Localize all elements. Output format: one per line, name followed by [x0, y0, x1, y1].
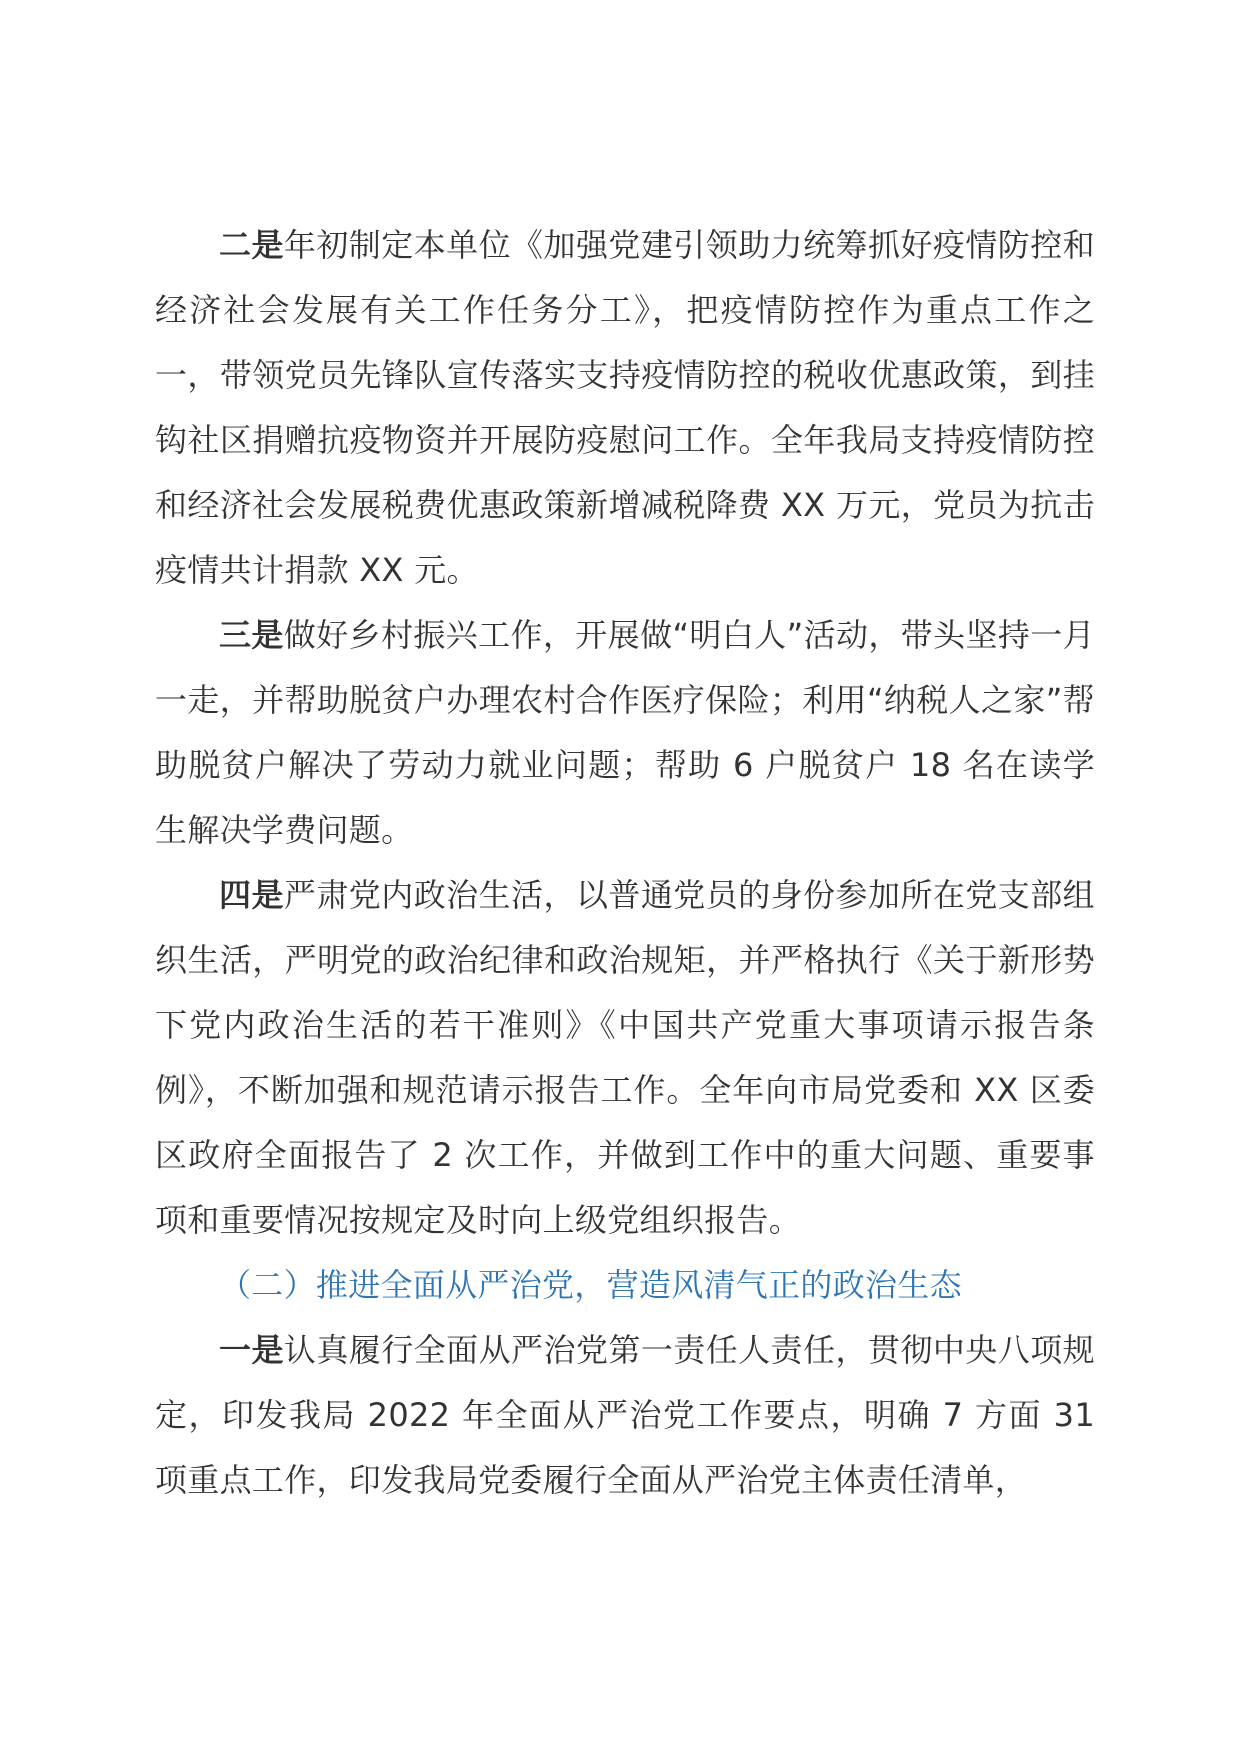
paragraph-text: 认真履行全面从严治党第一责任人责任，贯彻中央八项规定，印发我局 2022 年全面从严治党工作要点，明确 7 方面 31 项重点工作，印发我局党委履行全面从严治党主体责任清单，	[155, 1331, 1095, 1499]
paragraph-text: 年初制定本单位《加强党建引领助力统筹抓好疫情防控和经济社会发展有关工作任务分工》，把疫情防控作为重点工作之一，带领党员先锋队宣传落实支持疫情防控的税收优惠政策，到挂钩社区捐赠抗疫物资并开展防疫慰问工作。全年我局支持疫情防控和经济社会发展税费优惠政策新增减税降费 XX 万元，党员为抗击疫情共计捐款 XX 元。	[155, 226, 1095, 589]
paragraph-lead: 三是	[219, 616, 284, 654]
paragraph-text: 严肃党内政治生活，以普通党员的身份参加所在党支部组织生活，严明党的政治纪律和政治规矩，并严格执行《关于新形势下党内政治生活的若干准则》《中国共产党重大事项请示报告条例》，不断加强和规范请示报告工作。全年向市局党委和 XX 区委区政府全面报告了 2 次工作，并做到工作中的重大问题、重要事项和重要情况按规定及时向上级党组织报告。	[155, 876, 1095, 1239]
paragraph-section2-1	[155, 1318, 1095, 1513]
paragraph-2	[155, 213, 1095, 603]
paragraph-3	[155, 603, 1095, 863]
paragraph-lead: 四是	[219, 876, 284, 914]
section-heading: （二）推进全面从严治党，营造风清气正的政治生态	[219, 1266, 962, 1304]
document-page	[155, 213, 1095, 1513]
paragraph-lead: 二是	[219, 226, 284, 264]
paragraph-4	[155, 863, 1095, 1253]
paragraph-lead: 一是	[219, 1331, 284, 1369]
paragraph-text: 做好乡村振兴工作，开展做“明白人”活动，带头坚持一月一走，并帮助脱贫户办理农村合作医疗保险；利用“纳税人之家”帮助脱贫户解决了劳动力就业问题；帮助 6 户脱贫户 18 名在读学生解决学费问题。	[155, 616, 1095, 849]
